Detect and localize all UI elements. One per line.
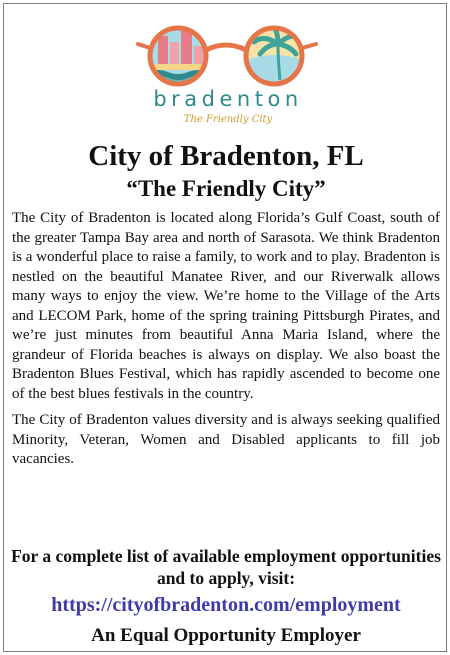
- logo-tagline: The Friendly City: [183, 114, 273, 125]
- employment-link[interactable]: https://cityofbradenton.com/employment: [51, 594, 401, 616]
- page-subtitle: “The Friendly City”: [126, 176, 326, 201]
- sunglasses-city-palm-logo-icon: [128, 20, 328, 90]
- logo-wordmark: bradenton: [153, 87, 303, 111]
- apply-instructions: For a complete list of available employment opportunities and to apply, visit:: [11, 546, 441, 588]
- diversity-paragraph: The City of Bradenton values diversity and is always seeking qualified Minority, Veteran, Women and Disabled applicants to fill job vacancies.: [12, 412, 440, 467]
- description-paragraph: The City of Bradenton is located along Florida’s Gulf Coast, south of the greater Tampa Bay area and north of Sarasota. We think Bradenton is a wonderful place to raise a family, to work and to play. Bradenton is nestled on the beautiful Manatee River, and our Riverwalk allows many ways to enjoy the view. We’re home to the Village of the Arts and LECOM Park, home of the spring training Pittsburgh Pirates, and we’re just minutes from beautiful Anna Maria Island, where the grandeur of Florida beaches is always on display. We also boast the Bradenton Blues Festival, which has rapidly ascended to become one of the best blues festivals in the country.: [12, 210, 440, 402]
- equal-opportunity-statement: An Equal Opportunity Employer: [91, 625, 361, 646]
- page-title: City of Bradenton, FL: [88, 140, 364, 172]
- ad-body: [12, 209, 440, 470]
- job-ad-frame: [3, 3, 447, 652]
- bradenton-logo: [128, 20, 328, 132]
